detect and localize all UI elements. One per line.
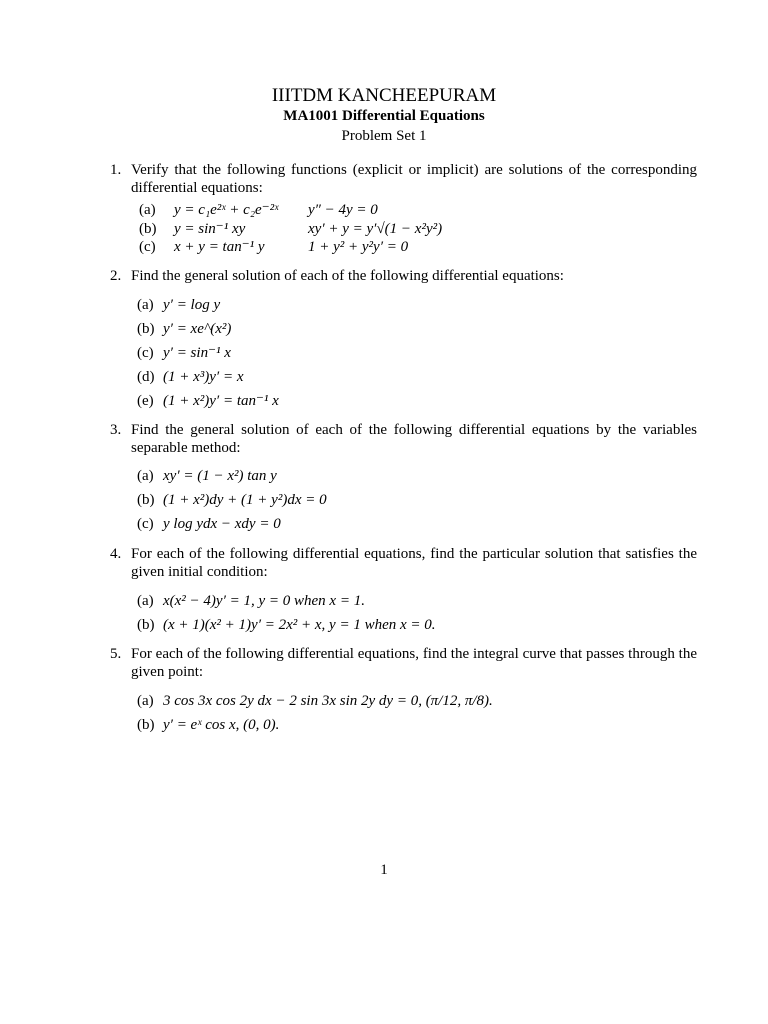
page-number: 1: [380, 862, 388, 878]
item-label: (b): [139, 221, 157, 237]
item-equation: y′ = xe^(x²): [163, 321, 232, 337]
item-label: (b): [137, 617, 155, 633]
item-equation: (1 + x³)y′ = x: [163, 369, 244, 385]
question-text: Find the general solution of each of the following differential equations:: [131, 268, 564, 284]
item-equation: y″ − 4y = 0: [308, 202, 378, 218]
item-label: (b): [137, 492, 155, 508]
item-label: (c): [137, 516, 154, 532]
item-function: y = c₁e²ˣ + c₂e⁻²ˣ: [174, 202, 279, 218]
problem-set-title: Problem Set 1: [341, 128, 427, 144]
item-equation: xy′ + y = y′√(1 − x²y²): [308, 221, 443, 237]
question-text: Verify that the following functions (explicit or implicit) are solutions of the corresponding differential equations:: [131, 162, 697, 196]
question-text: For each of the following differential equations, find the integral curve that passes through the given point:: [131, 646, 697, 680]
item-function: x + y = tan⁻¹ y: [174, 239, 265, 255]
item-equation: 3 cos 3x cos 2y dx − 2 sin 3x sin 2y dy = 0, (π/12, π/8).: [163, 693, 493, 709]
item-equation: y′ = log y: [163, 297, 221, 313]
item-label: (b): [137, 717, 155, 733]
item-equation: (x + 1)(x² + 1)y′ = 2x² + x, y = 1 when x = 0.: [163, 617, 436, 633]
question-number: 5.: [110, 646, 122, 662]
question-text: For each of the following differential equations, find the particular solution that satisfies the given initial condition:: [131, 546, 697, 580]
item-label: (c): [139, 239, 156, 255]
question-number: 3.: [110, 422, 122, 438]
question-text: Find the general solution of each of the following differential equations by the variables separable method:: [131, 422, 697, 456]
institute-title: IIITDM KANCHEEPURAM: [271, 85, 497, 106]
course-title: MA1001 Differential Equations: [283, 108, 485, 124]
item-equation: x(x² − 4)y′ = 1, y = 0 when x = 1.: [163, 593, 365, 609]
item-label: (b): [137, 321, 155, 337]
item-equation: 1 + y² + y²y′ = 0: [308, 239, 409, 255]
item-label: (a): [137, 693, 154, 709]
item-equation: xy′ = (1 − x²) tan y: [163, 468, 277, 484]
item-label: (a): [137, 593, 154, 609]
question-number: 4.: [110, 546, 122, 562]
item-label: (a): [137, 297, 154, 313]
item-equation: y′ = sin⁻¹ x: [163, 345, 231, 361]
item-label: (c): [137, 345, 154, 361]
item-label: (a): [137, 468, 154, 484]
item-function: y = sin⁻¹ xy: [174, 221, 246, 237]
item-label: (e): [137, 393, 154, 409]
item-label: (a): [139, 202, 156, 218]
item-equation: (1 + x²)y′ = tan⁻¹ x: [163, 393, 279, 409]
item-equation: (1 + x²)dy + (1 + y²)dx = 0: [163, 492, 327, 508]
item-equation: y′ = eˣ cos x, (0, 0).: [163, 717, 280, 733]
question-number: 2.: [110, 268, 122, 284]
question-number: 1.: [110, 162, 122, 178]
item-equation: y log ydx − xdy = 0: [163, 516, 281, 532]
item-label: (d): [137, 369, 155, 385]
